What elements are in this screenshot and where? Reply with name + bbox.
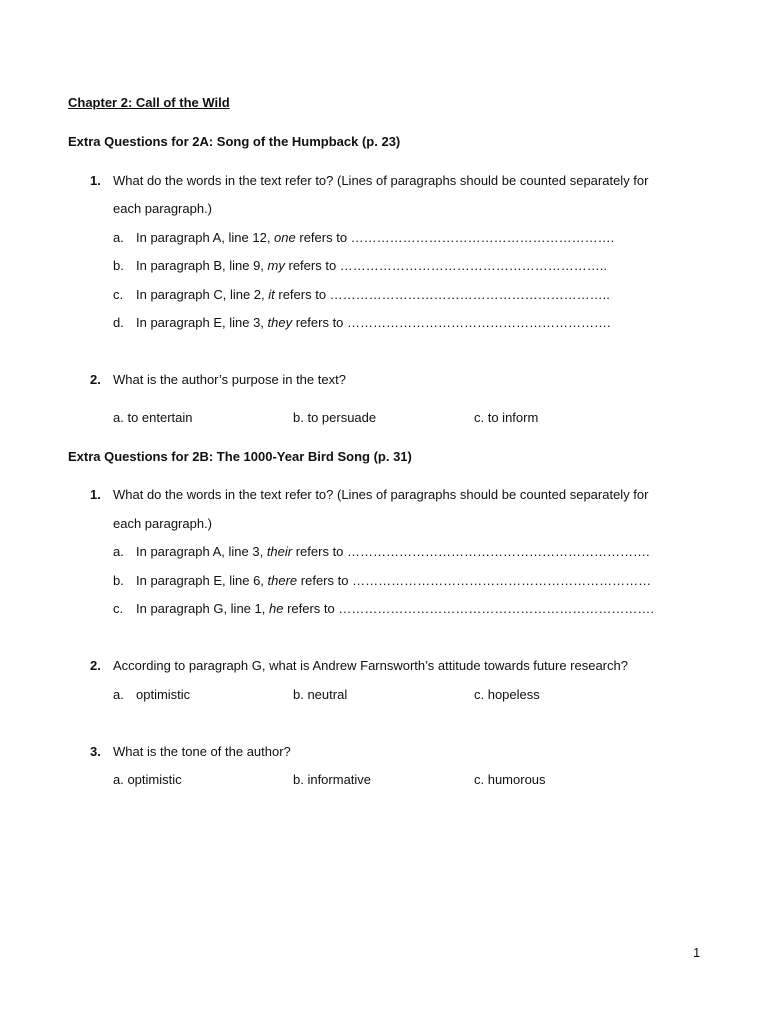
page-number: 1 [693, 945, 701, 960]
section-a-q1-item-b: In paragraph B, line 9, my refers to …………………………………………………….. [136, 258, 608, 273]
section-b-q1-item-b: In paragraph E, line 6, there refers to …………………………………………………………… [136, 573, 652, 588]
section-a-q1-item-b-letter: b. [113, 258, 124, 273]
section-b-q1-text-line1: What do the words in the text refer to? (Lines of paragraphs should be counted separately for [113, 487, 649, 502]
section-b-q1-text-line2: each paragraph.) [113, 516, 213, 531]
section-a-q2-option-c: c. to inform [474, 410, 539, 425]
section-a-heading: Extra Questions for 2A: Song of the Humpback (p. 23) [68, 134, 401, 149]
referent-word: it [268, 287, 275, 302]
section-b-q1-item-a: In paragraph A, line 3, their refers to ……………………………………………………………. [136, 544, 650, 559]
section-a-q1-text-line1: What do the words in the text refer to? (Lines of paragraphs should be counted separately for [113, 173, 649, 188]
section-a-q2-number: 2. [90, 372, 101, 387]
referent-word: my [267, 258, 285, 273]
referent-word: their [266, 544, 293, 559]
section-b-q3-number: 3. [90, 744, 101, 759]
section-a-q1-item-c: In paragraph C, line 2, it refers to ……………………………………………………….. [136, 287, 610, 302]
chapter-title: Chapter 2: Call of the Wild [68, 95, 230, 110]
section-a-q1-number: 1. [90, 173, 101, 188]
section-b-q2-text: According to paragraph G, what is Andrew Farnsworth’s attitude towards future research? [113, 658, 628, 673]
section-b-q2-option-a: optimistic [136, 687, 191, 702]
section-a-q1-item-d-letter: d. [113, 315, 124, 330]
section-b-q3-option-a: a. optimistic [113, 772, 182, 787]
section-a-q1-item-c-letter: c. [113, 287, 124, 302]
section-b-q2-option-a-letter: a. [113, 687, 124, 702]
section-a-q1-item-d: In paragraph E, line 3, they refers to ……………………………………………………. [136, 315, 611, 330]
section-a-q2-option-b: b. to persuade [293, 410, 377, 425]
section-b-q1-item-c: In paragraph G, line 1, he refers to ………………………………………………………………. [136, 601, 654, 616]
referent-word: there [267, 573, 298, 588]
referent-word: he [268, 601, 284, 616]
section-b-q2-option-c: c. hopeless [474, 687, 540, 702]
section-b-q1-item-a-letter: a. [113, 544, 124, 559]
section-a-q1-item-a: In paragraph A, line 12, one refers to ……………………………………………………. [136, 230, 615, 245]
section-a-q1-text-line2: each paragraph.) [113, 201, 213, 216]
section-b-q3-text: What is the tone of the author? [113, 744, 291, 759]
referent-word: they [267, 315, 293, 330]
referent-word: one [274, 230, 296, 245]
section-a-q1-item-a-letter: a. [113, 230, 124, 245]
section-a-q2-option-a: a. to entertain [113, 410, 193, 425]
section-b-q1-item-b-letter: b. [113, 573, 124, 588]
section-a-q2-text: What is the author’s purpose in the text? [113, 372, 346, 387]
section-b-heading: Extra Questions for 2B: The 1000-Year Bird Song (p. 31) [68, 449, 412, 464]
section-b-q2-number: 2. [90, 658, 101, 673]
section-b-q3-option-b: b. informative [293, 772, 372, 787]
section-b-q1-number: 1. [90, 487, 101, 502]
section-b-q2-option-b: b. neutral [293, 687, 348, 702]
section-b-q3-option-c: c. humorous [474, 772, 546, 787]
section-b-q1-item-c-letter: c. [113, 601, 124, 616]
